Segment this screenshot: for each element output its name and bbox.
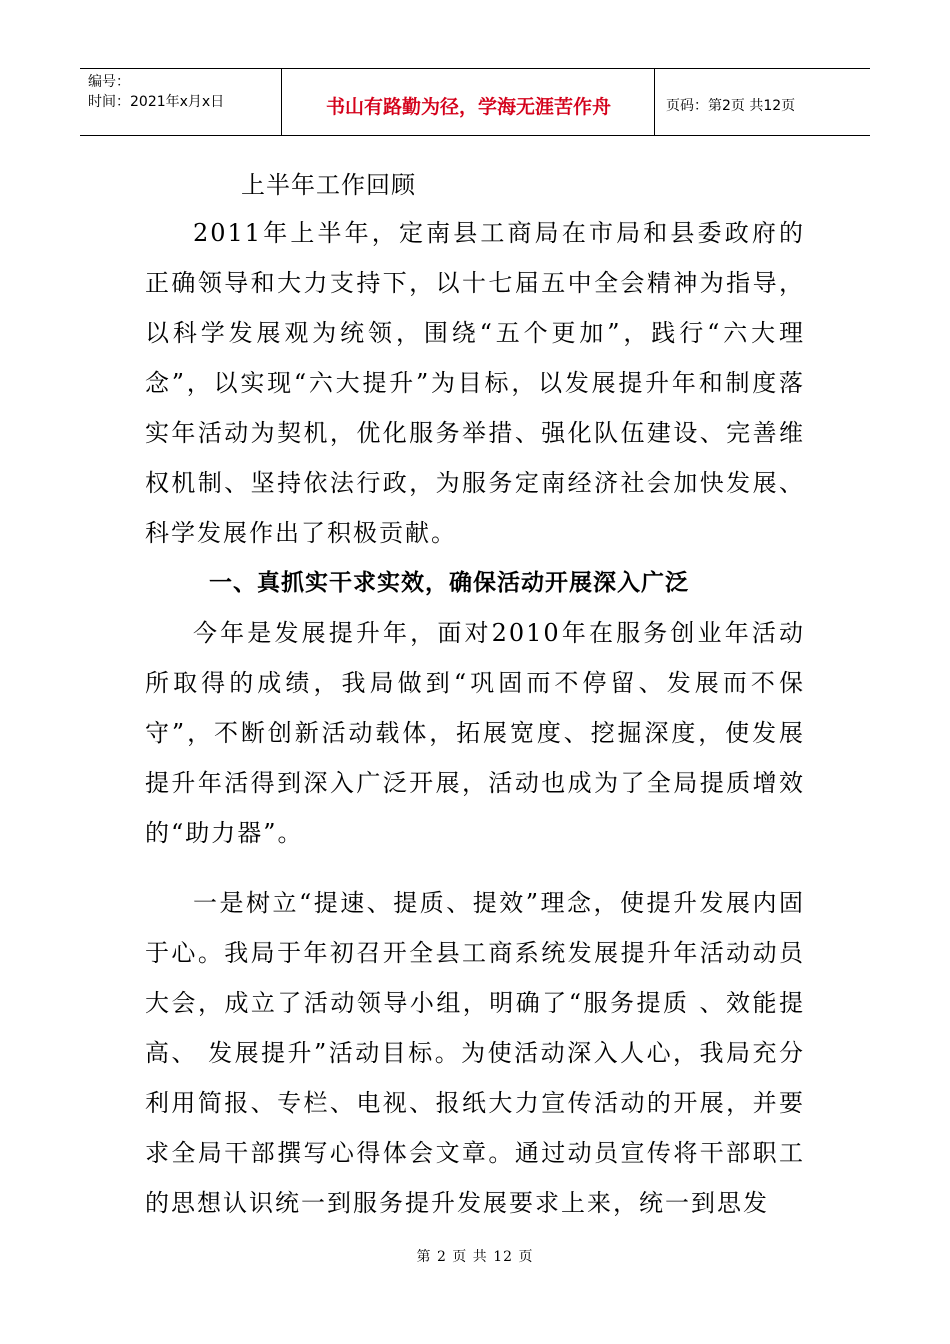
document-number-label: 编号： <box>88 74 130 90</box>
header-motto: 书山有路勤为径，学海无涯苦作舟 <box>283 69 655 135</box>
body-paragraph: 今年是发展提升年，面对2010年在服务创业年活动所取得的成绩，我局做到“巩固而不停留、发展而不保守”，不断创新活动载体，拓展宽度、挖掘深度，使发展提升年活得到深入广泛开展，活动也成为了全局提质增效的“助力器”。 <box>145 619 805 847</box>
intro-paragraph: 2011年上半年，定南县工商局在市局和县委政府的正确领导和大力支持下，以十七届五中全会精神为指导，以科学发展观为统领，围绕“五个更加”，践行“六大理念”，以实现“六大提升”为目标，以发展提升年和制度落实年活动为契机，优化服务举措、强化队伍建设、完善维权机制、坚持依法行政，为服务定南经济社会加快发展、科学发展作出了积极贡献。 <box>145 219 805 547</box>
document-title: 上半年工作回顾 <box>241 171 416 199</box>
document-time-label: 时间：2021年x月x日 <box>88 94 225 110</box>
paragraph-spacer <box>145 858 805 878</box>
page-footer: 第 2 页 共 12 页 <box>416 1249 534 1265</box>
body-paragraph: 一是树立“提速、提质、提效”理念，使提升发展内固于心。我局于年初召开全县工商系统发展提升年活动动员大会，成立了活动领导小组，明确了“服务提质 、效能提高、 发展提升”活动目标。为使活动深入人心，我局充分利用简报、专栏、电视、报纸大力宣传活动的开展，并要求全局干部撰写心得体会文章。通过动员宣传将干部职工的思想认识统一到服务提升发展要求上来，统一到思发 <box>145 889 805 1217</box>
page-header <box>80 68 870 136</box>
document-body <box>145 162 805 1228</box>
header-meta <box>80 69 282 135</box>
section-heading: 一、真抓实干求实效，确保活动开展深入广泛 <box>209 570 689 596</box>
header-page-code: 页码：第2页 共12页 <box>666 98 796 114</box>
